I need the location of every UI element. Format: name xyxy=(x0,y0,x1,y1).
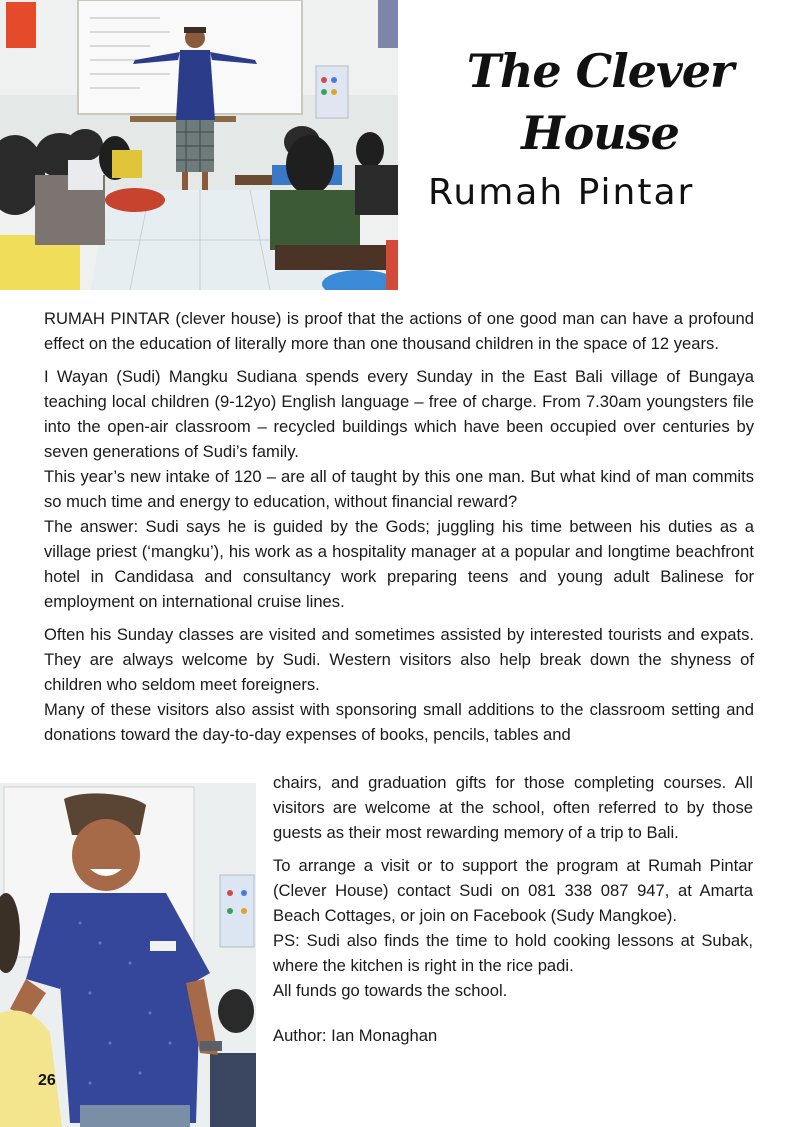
article-paragraph-funds: All funds go towards the school. xyxy=(273,981,508,1000)
classroom-photo xyxy=(0,0,398,290)
article-paragraph-visitors: Often his Sunday classes are visited and sometimes assisted by interested tourists and expats. They are always welcome by Sudi. Western visitors also help break down the shyness of children who seldom meet foreigners. xyxy=(44,625,754,694)
page-number: 26 xyxy=(38,1072,56,1089)
article-side-column xyxy=(273,770,753,1048)
article-paragraph-contact: To arrange a visit or to support the program at Rumah Pintar (Clever House) contact Sudi on 081 338 087 947, at Amarta Beach Cottages, or join on Facebook (Sudy Mangkoe). xyxy=(273,856,753,925)
article-body xyxy=(44,306,754,747)
article-paragraph-answer: The answer: Sudi says he is guided by the Gods; juggling his time between his duties as a village priest (‘mangku’), his work as a hospitality manager at a popular and longtime beachfront hotel in Candidasa and consultancy work preparing teens and young adult Balinese for employment on international cruise lines. xyxy=(44,517,754,611)
article-author: Author: Ian Monaghan xyxy=(273,1026,438,1045)
classroom-photo-illustration xyxy=(0,0,398,290)
article-paragraph-intro: RUMAH PINTAR (clever house) is proof that the actions of one good man can have a profound effect on the education of literally more than one thousand children in the space of 12 years. xyxy=(44,309,754,353)
article-paragraph-sponsors: Many of these visitors also assist with sponsoring small additions to the classroom setting and donations toward the day-to-day expenses of books, pencils, tables and xyxy=(44,700,754,744)
page-title-line-2: House xyxy=(521,106,679,160)
article-paragraph-ps: PS: Sudi also finds the time to hold cooking lessons at Subak, where the kitchen is right in the rice padi. xyxy=(273,931,753,975)
title-block xyxy=(410,40,790,213)
page-subtitle: Rumah Pintar xyxy=(428,172,695,213)
article-paragraph-teacher: I Wayan (Sudi) Mangku Sudiana spends every Sunday in the East Bali village of Bungaya teaching local children (9-12yo) English language – free of charge. From 7.30am youngsters file into the open-air classroom – recycled buildings which have been occupied over centuries by seven generations of Sudi’s family. xyxy=(44,367,754,461)
article-paragraph-welcome: chairs, and graduation gifts for those completing courses. All visitors are welcome at the school, often referred to by those guests as their most rewarding memory of a trip to Bali. xyxy=(273,773,753,842)
page-title-line-1: The Clever xyxy=(466,44,734,98)
article-paragraph-intake: This year’s new intake of 120 – are all of taught by this one man. But what kind of man commits so much time and energy to education, without financial reward? xyxy=(44,467,754,511)
